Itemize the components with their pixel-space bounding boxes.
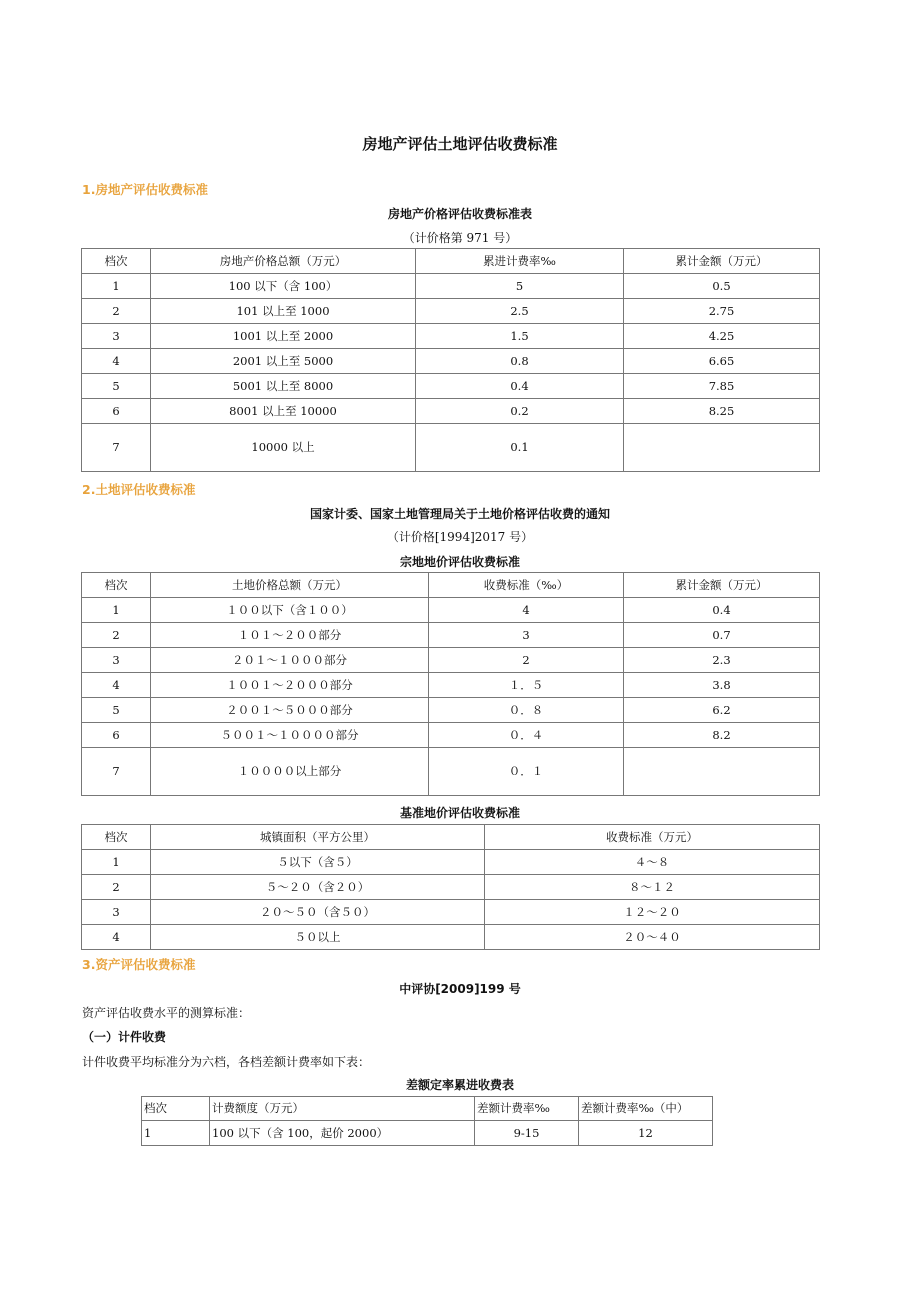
table-row — [82, 648, 820, 673]
table-row — [82, 349, 820, 374]
table-row — [82, 374, 820, 399]
table-cell: 1001 以上至 2000 — [151, 324, 416, 349]
table-cell: 7 — [82, 424, 151, 472]
table-cell: 1.5 — [416, 324, 624, 349]
header-cell: 收费标准（‰） — [429, 573, 624, 598]
table-cell: 6 — [82, 723, 151, 748]
table-row — [82, 424, 820, 472]
table-cell: 3 — [82, 648, 151, 673]
table-row — [82, 274, 820, 299]
table-cell: １２～２０ — [485, 900, 820, 925]
table-cell: 1 — [142, 1121, 210, 1146]
table-cell: １０１～２００部分 — [151, 623, 429, 648]
table-title-benchmark: 基准地价评估收费标准 — [399, 806, 520, 820]
table-cell: 9-15 — [475, 1121, 579, 1146]
table-cell: 1 — [82, 274, 151, 299]
table-row — [82, 900, 820, 925]
table-cell: 7.85 — [624, 374, 820, 399]
section-heading-asset: 3.资产评估收费标准 — [82, 957, 196, 972]
table-cell: 3.8 — [624, 673, 820, 698]
table-row — [82, 673, 820, 698]
table-cell: 4 — [82, 673, 151, 698]
table-cell: ２０～４０ — [485, 925, 820, 950]
table-cell: 100 以下（含 100） — [151, 274, 416, 299]
table-cell: 2 — [82, 623, 151, 648]
doc-ref-2017: （计价格[1994]2017 号） — [386, 530, 534, 544]
table-cell: ５以下（含５） — [151, 850, 485, 875]
table-cell: 7 — [82, 748, 151, 796]
table-cell: １００００以上部分 — [151, 748, 429, 796]
table-row — [82, 875, 820, 900]
header-cell: 收费标准（万元） — [485, 825, 820, 850]
doc-ref-971: （计价格第 971 号） — [402, 231, 518, 245]
table-cell: 4 — [429, 598, 624, 623]
table-cell: ０．４ — [429, 723, 624, 748]
table-cell: 3 — [429, 623, 624, 648]
table-cell: ５～２０（含２０） — [151, 875, 485, 900]
table-row — [82, 850, 820, 875]
doc-ref-199: 中评协[2009]199 号 — [399, 982, 521, 996]
table-cell: 0.4 — [624, 598, 820, 623]
table-header-row — [82, 573, 820, 598]
notice-title: 国家计委、国家土地管理局关于土地价格评估收费的通知 — [309, 507, 610, 521]
table-cell: １．５ — [429, 673, 624, 698]
header-cell: 档次 — [82, 573, 151, 598]
table-title-parcel: 宗地地价评估收费标准 — [399, 555, 520, 569]
section-heading-real-estate: 1.房地产评估收费标准 — [82, 182, 208, 197]
table-row — [82, 925, 820, 950]
header-cell: 累进计费率‰ — [416, 249, 624, 274]
table-cell: 3 — [82, 324, 151, 349]
table-cell: 2.75 — [624, 299, 820, 324]
header-cell: 累计金额（万元） — [624, 573, 820, 598]
sub-heading-per-item: （一）计件收费 — [82, 1030, 167, 1044]
table-cell: 0.2 — [416, 399, 624, 424]
table-cell: ２００１～５０００部分 — [151, 698, 429, 723]
table-row — [82, 399, 820, 424]
table-cell: ２０～５０（含５０） — [151, 900, 485, 925]
table-cell — [624, 424, 820, 472]
table-cell: 8.2 — [624, 723, 820, 748]
table-cell: 6 — [82, 399, 151, 424]
table-cell: 5 — [82, 374, 151, 399]
table-cell: 1 — [82, 598, 151, 623]
table-row — [142, 1121, 713, 1146]
table-row — [82, 623, 820, 648]
table-cell: 0.4 — [416, 374, 624, 399]
table-cell: 4 — [82, 349, 151, 374]
table-cell: 0.5 — [624, 274, 820, 299]
table-row — [82, 598, 820, 623]
table-cell: 5 — [416, 274, 624, 299]
table-row — [82, 324, 820, 349]
header-cell: 累计金额（万元） — [624, 249, 820, 274]
table-cell: 100 以下（含 100，起价 2000） — [210, 1121, 475, 1146]
table-cell: 2 — [82, 299, 151, 324]
table-cell: １００以下（含１００） — [151, 598, 429, 623]
table-header-row — [82, 825, 820, 850]
parcel-land-fee-table — [81, 572, 820, 796]
table-cell: 0.8 — [416, 349, 624, 374]
table-cell: 1 — [82, 850, 151, 875]
table-cell: 0.1 — [416, 424, 624, 472]
header-cell: 土地价格总额（万元） — [151, 573, 429, 598]
table-cell: ０．８ — [429, 698, 624, 723]
header-cell: 计费额度（万元） — [210, 1097, 475, 1121]
header-cell: 差额计费率‰ — [475, 1097, 579, 1121]
table-cell: 2 — [429, 648, 624, 673]
table-title-progressive: 差额定率累进收费表 — [405, 1078, 514, 1092]
table-header-row — [142, 1097, 713, 1121]
per-item-description: 计件收费平均标准分为六档，各档差额计费率如下表： — [82, 1055, 371, 1069]
table-cell: 4 — [82, 925, 151, 950]
table-cell: 8001 以上至 10000 — [151, 399, 416, 424]
table-cell: ４～８ — [485, 850, 820, 875]
table-cell: １００１～２０００部分 — [151, 673, 429, 698]
table-row — [82, 748, 820, 796]
page-title: 房地产评估土地评估收费标准 — [362, 135, 558, 153]
progressive-fee-table — [141, 1096, 713, 1146]
real-estate-fee-table — [81, 248, 820, 472]
header-cell: 差额计费率‰（中） — [579, 1097, 713, 1121]
table-cell: 4.25 — [624, 324, 820, 349]
table-header-row — [82, 249, 820, 274]
table-row — [82, 299, 820, 324]
header-cell: 档次 — [82, 825, 151, 850]
table-cell: 2.3 — [624, 648, 820, 673]
intro-text: 资产评估收费水平的测算标准： — [82, 1006, 251, 1020]
table-cell: ０．１ — [429, 748, 624, 796]
table-cell: ５００１～１００００部分 — [151, 723, 429, 748]
section-heading-land: 2.土地评估收费标准 — [82, 482, 196, 497]
table-cell: 101 以上至 1000 — [151, 299, 416, 324]
table-cell: 5 — [82, 698, 151, 723]
header-cell: 档次 — [82, 249, 151, 274]
table-cell: ５０以上 — [151, 925, 485, 950]
table-cell: 8.25 — [624, 399, 820, 424]
header-cell: 房地产价格总额（万元） — [151, 249, 416, 274]
table-cell: 2001 以上至 5000 — [151, 349, 416, 374]
table-row — [82, 723, 820, 748]
header-cell: 城镇面积（平方公里） — [151, 825, 485, 850]
table-cell: ２０１～１０００部分 — [151, 648, 429, 673]
table-cell: 2 — [82, 875, 151, 900]
table-cell: 5001 以上至 8000 — [151, 374, 416, 399]
table-cell: 3 — [82, 900, 151, 925]
table-cell: 0.7 — [624, 623, 820, 648]
table-cell: 2.5 — [416, 299, 624, 324]
table-title-real-estate: 房地产价格评估收费标准表 — [387, 207, 532, 221]
table-row — [82, 698, 820, 723]
table-cell: 6.65 — [624, 349, 820, 374]
table-cell: 6.2 — [624, 698, 820, 723]
table-cell: ８～１２ — [485, 875, 820, 900]
table-cell: 12 — [579, 1121, 713, 1146]
table-cell — [624, 748, 820, 796]
header-cell: 档次 — [142, 1097, 210, 1121]
table-cell: 10000 以上 — [151, 424, 416, 472]
benchmark-land-fee-table — [81, 824, 820, 950]
